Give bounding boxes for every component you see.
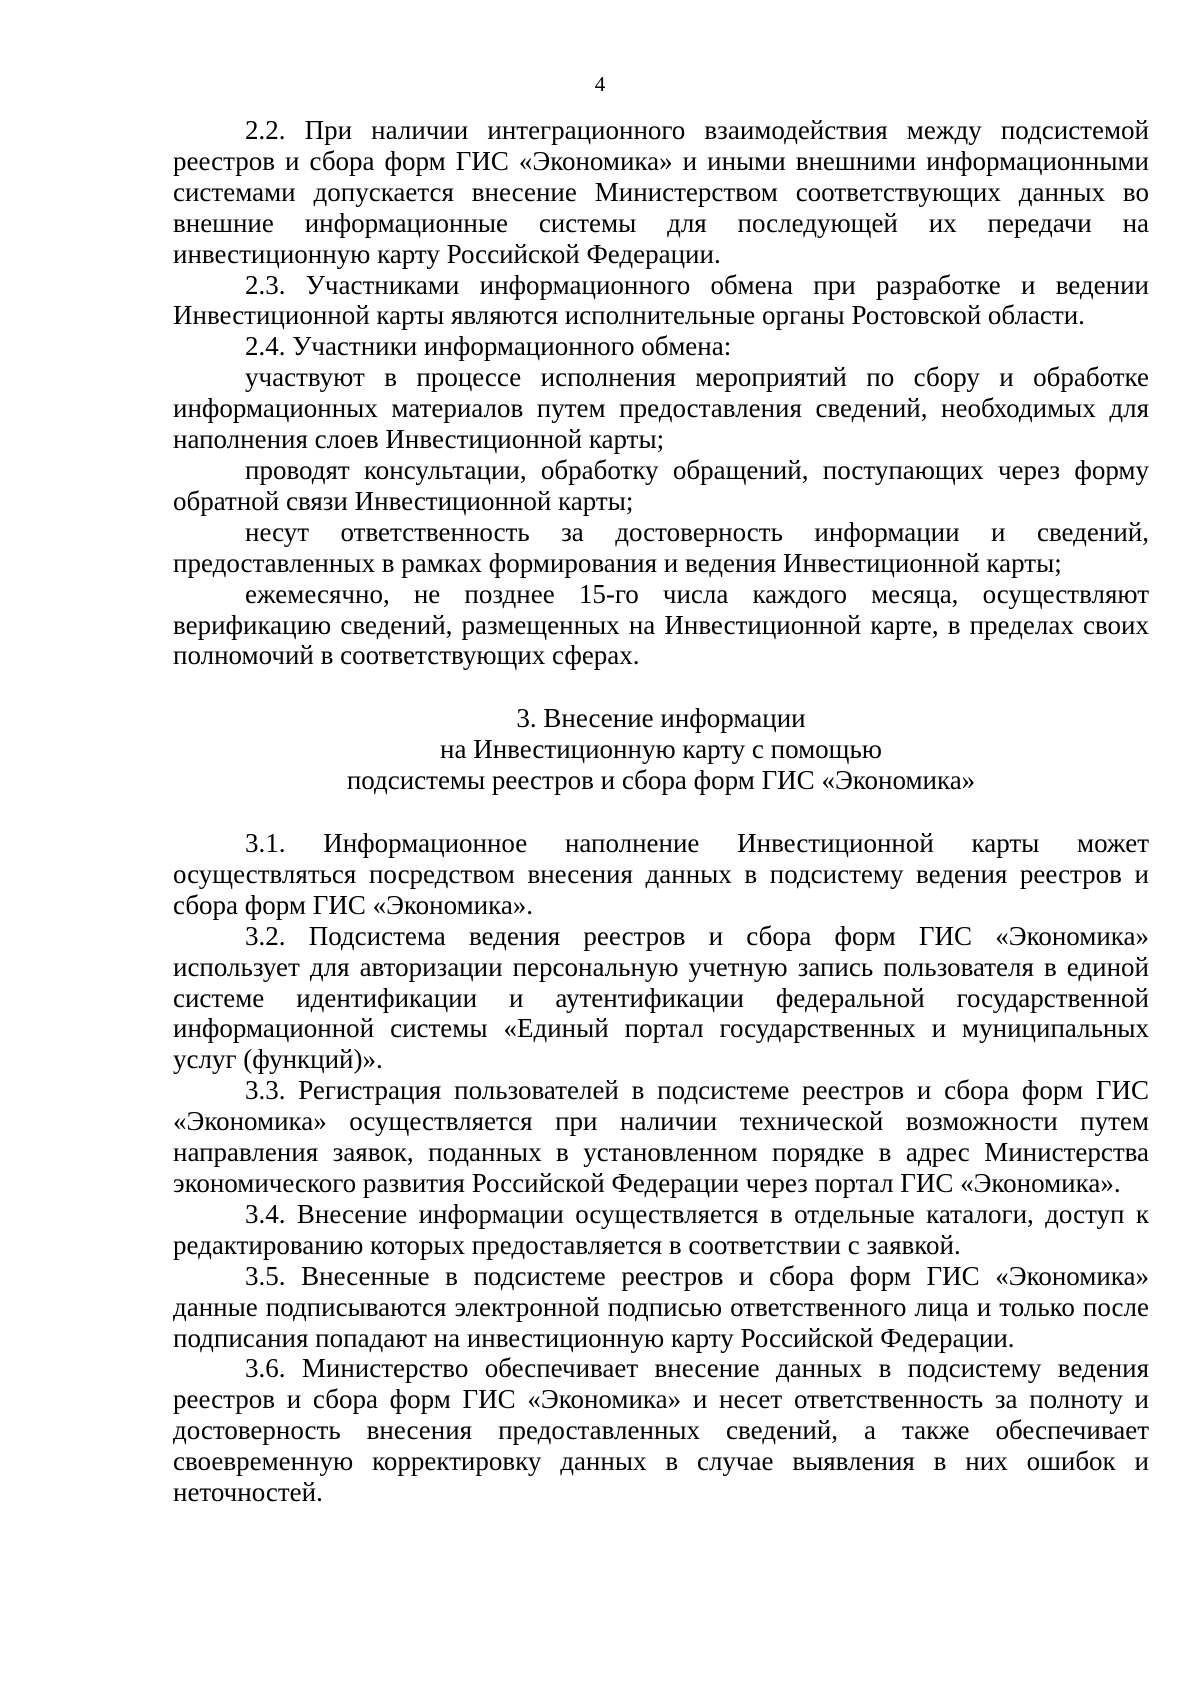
section-3-heading bbox=[173, 703, 1149, 796]
paragraph-3-6: 3.6. Министерство обеспечивает внесение данных в подсистему ведения реестров и сбора форм ГИС «Экономика» и несет ответственность за полноту и достоверность внесения предоставленных сведений, а также обеспечивает своевременную корректировку данных в случае выявления в них ошибок и неточностей. bbox=[173, 1353, 1149, 1508]
paragraph-3-1: 3.1. Информационное наполнение Инвестиционной карты может осуществляться посредством внесения данных в подсистему ведения реестров и сбора форм ГИС «Экономика». bbox=[173, 828, 1149, 920]
spacer bbox=[173, 671, 1149, 703]
document-body bbox=[173, 115, 1149, 1508]
paragraph-2-4-item-4: ежемесячно, не позднее 15-го числа каждого месяца, осуществляют верификацию сведений, размещенных на Инвестиционной карте, в пределах своих полномочий в соответствующих сферах. bbox=[173, 578, 1149, 671]
paragraph-3-3: 3.3. Регистрация пользователей в подсистеме реестров и сбора форм ГИС «Экономика» осуществляется при наличии технической возможности путем направления заявок, поданных в установленном порядке в адрес Министерства экономического развития Российской Федерации через портал ГИС «Экономика». bbox=[173, 1075, 1149, 1198]
section-3-heading-line-3: подсистемы реестров и сбора форм ГИС «Экономика» bbox=[346, 765, 976, 796]
section-3-heading-line-1: 3. Внесение информации bbox=[516, 703, 806, 734]
spacer bbox=[173, 796, 1149, 828]
paragraph-3-4: 3.4. Внесение информации осуществляется в отдельные каталоги, доступ к редактированию которых предоставляется в соответствии с заявкой. bbox=[173, 1198, 1149, 1260]
paragraph-2-4: 2.4. Участники информационного обмена: bbox=[245, 331, 732, 362]
paragraph-2-4-item-2: проводят консультации, обработку обращений, поступающих через форму обратной связи Инвестиционной карты; bbox=[173, 454, 1149, 516]
paragraph-2-2: 2.2. При наличии интеграционного взаимодействия между подсистемой реестров и сбора форм ГИС «Экономика» и иными внешними информационными системами допускается внесение Министерством соответствующих данных во внешние информационные системы для последующей их передачи на инвестиционную карту Российской Федерации. bbox=[173, 115, 1149, 269]
paragraph-2-4-item-3: несут ответственность за достоверность информации и сведений, предоставленных в рамках формирования и ведения Инвестиционной карты; bbox=[173, 516, 1149, 578]
paragraph-3-5: 3.5. Внесенные в подсистеме реестров и сбора форм ГИС «Экономика» данные подписываются электронной подписью ответственного лица и только после подписания попадают на инвестиционную карту Российской Федерации. bbox=[173, 1260, 1149, 1353]
page-number: 4 bbox=[594, 72, 606, 96]
paragraph-2-3: 2.3. Участниками информационного обмена при разработке и ведении Инвестиционной карты являются исполнительные органы Ростовской области. bbox=[173, 269, 1149, 331]
paragraph-2-4-item-1: участвуют в процессе исполнения мероприятий по сбору и обработке информационных материалов путем предоставления сведений, необходимых для наполнения слоев Инвестиционной карты; bbox=[173, 362, 1149, 455]
section-3-heading-line-2: на Инвестиционную карту с помощью bbox=[440, 734, 882, 765]
paragraph-3-2: 3.2. Подсистема ведения реестров и сбора форм ГИС «Экономика» использует для авторизации персональную учетную запись пользователя в единой системе идентификации и аутентификации федеральной государственной информационной системы «Единый портал государственных и муниципальных услуг (функций)». bbox=[173, 920, 1149, 1075]
